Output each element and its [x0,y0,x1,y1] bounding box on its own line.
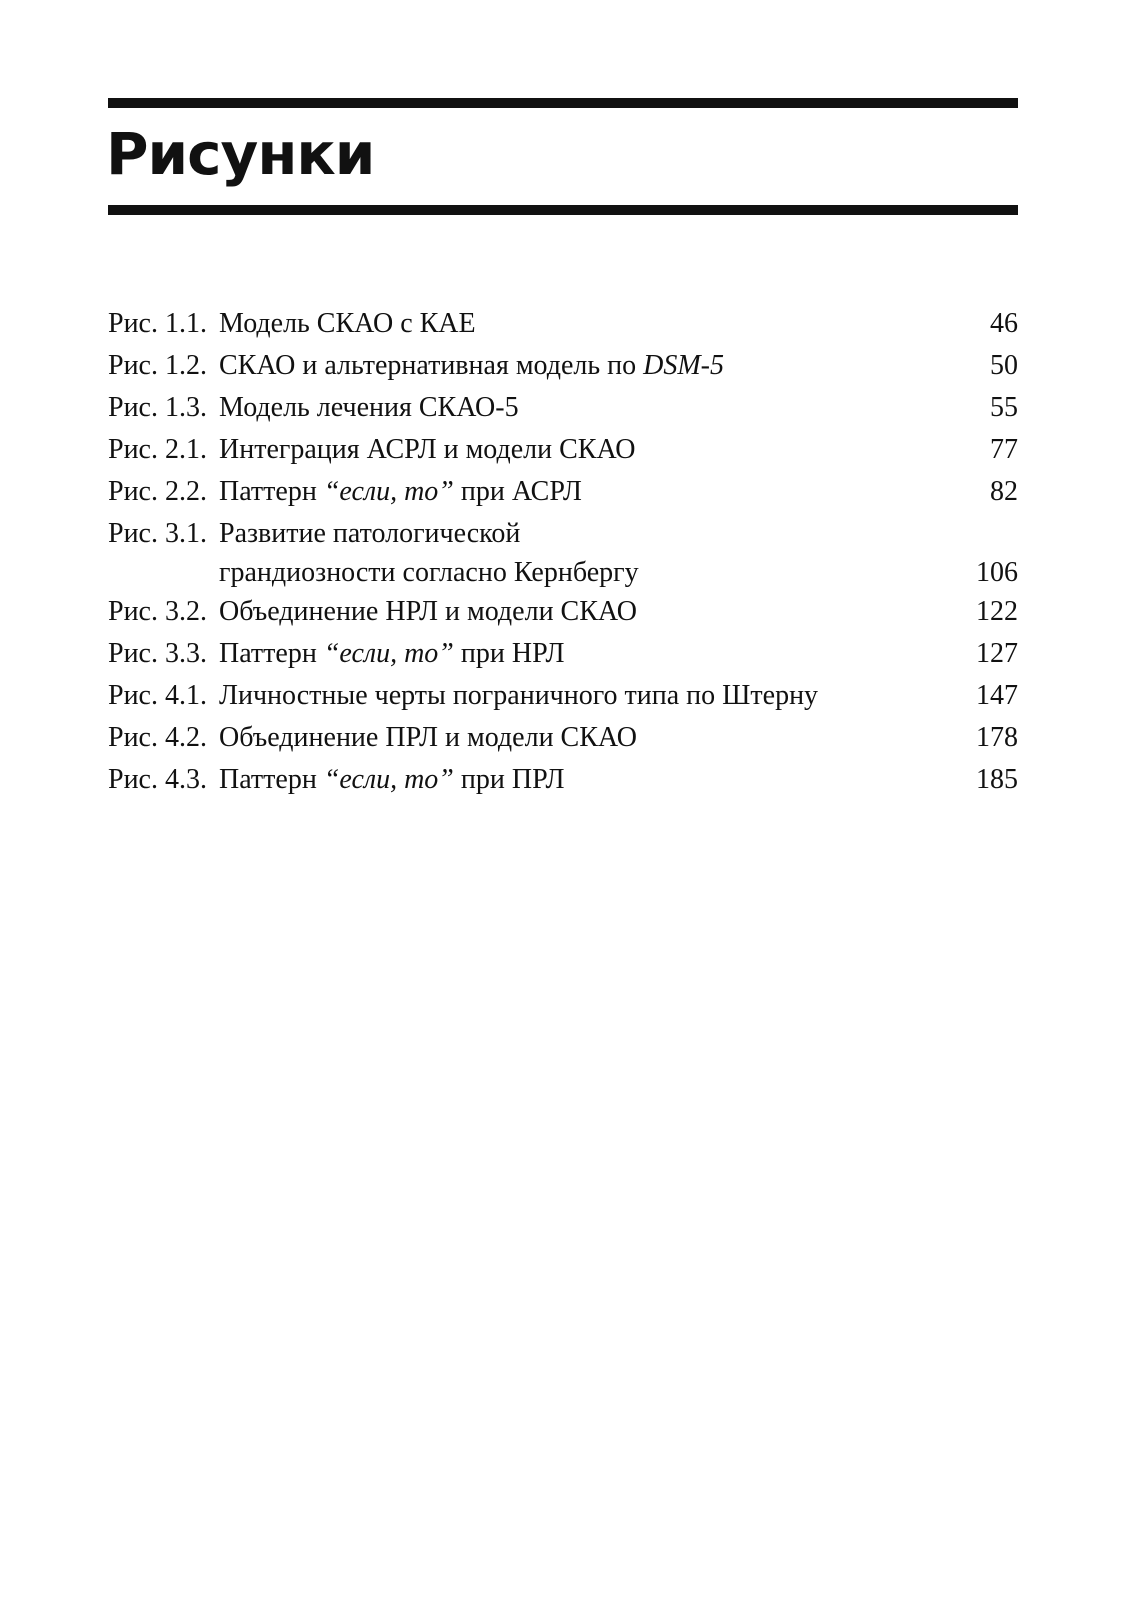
figure-entry[interactable] [108,633,1018,675]
figure-page-number: 127 [976,638,1018,669]
figure-label: Рис. 2.1. [108,434,207,465]
figure-entry[interactable] [108,387,1018,429]
figure-page-number: 147 [976,680,1018,711]
figure-label: Рис. 3.1. [108,518,207,549]
figure-entry[interactable] [108,591,1018,633]
figure-label: Рис. 4.2. [108,722,207,753]
figure-page-number: 50 [990,350,1018,381]
figure-page-number: 106 [976,557,1018,588]
page-title: Рисунки [106,120,375,188]
figure-title: Объединение ПРЛ и модели СКАО [219,722,637,753]
figure-label: Рис. 1.2. [108,350,207,381]
figure-label: Рис. 2.2. [108,476,207,507]
figure-page-number: 46 [990,308,1018,339]
figure-title: Интеграция АСРЛ и модели СКАО [219,434,636,465]
figure-title: Паттерн “если, то” при НРЛ [219,638,565,669]
figure-page-number: 55 [990,392,1018,423]
figure-title: Паттерн “если, то” при АСРЛ [219,476,582,507]
figure-entry[interactable] [108,429,1018,471]
figure-entry[interactable] [108,345,1018,387]
figure-title: Паттерн “если, то” при ПРЛ [219,764,565,795]
figure-title-line-1: Развитие патологической [219,518,521,549]
figure-entry[interactable] [108,675,1018,717]
figure-page-number: 82 [990,476,1018,507]
figure-entry[interactable] [108,717,1018,759]
figure-page-number: 77 [990,434,1018,465]
figure-title: Модель СКАО с КАЕ [219,308,476,339]
figure-title: Личностные черты пограничного типа по Штерну [219,680,819,711]
figure-label: Рис. 3.3. [108,638,207,669]
figure-title: Объединение НРЛ и модели СКАО [219,596,637,627]
figures-list [108,303,1018,801]
figure-label: Рис. 4.3. [108,764,207,795]
figure-title [219,513,976,591]
figure-page-number: 122 [976,596,1018,627]
figure-label: Рис. 1.3. [108,392,207,423]
figure-page-number: 178 [976,722,1018,753]
title-rule-top [108,98,1018,108]
title-rule-bottom [108,205,1018,215]
figure-entry[interactable] [108,513,1018,591]
figure-title: Модель лечения СКАО-5 [219,392,519,423]
figure-title-line-2: грандиозности согласно Кернбергу [219,557,639,588]
figure-entry[interactable] [108,303,1018,345]
figure-title: СКАО и альтернативная модель по DSM-5 [219,350,725,381]
figure-label: Рис. 3.2. [108,596,207,627]
figure-entry[interactable] [108,759,1018,801]
figure-entry[interactable] [108,471,1018,513]
figure-page-number: 185 [976,764,1018,795]
figure-label: Рис. 4.1. [108,680,207,711]
figure-label: Рис. 1.1. [108,308,207,339]
